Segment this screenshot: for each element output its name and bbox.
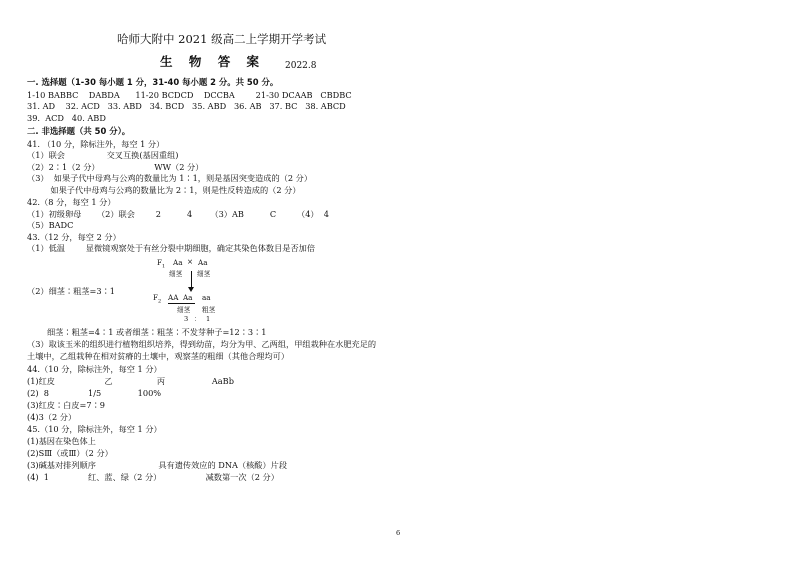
f2-label: $F_2$: [153, 293, 162, 305]
exam-date: 2022.8: [285, 61, 317, 71]
offspring-phenotype-2: 粗茎: [202, 306, 216, 314]
mc-answers-line-2: 31. AD 32. ACD 33. ABD 34. BCD 35. ABD 36. AB 37. BC 38. ABCD: [27, 101, 346, 111]
parent2-genotype: Aa: [198, 258, 208, 267]
answer-line: (4) 1 红、蓝、绿（2 分） 减数第一次（2 分）: [27, 472, 279, 482]
answer-line: 44.（10 分，除标注外，每空 1 分）: [27, 364, 162, 374]
mc-answers-line-1: 1-10 BABBC DABDA 11-20 BCDCD DCCBA 21-30 DCAAB CBDBC: [27, 90, 352, 100]
answer-line: 土壤中，乙组栽种在相对贫瘠的土壤中，观察茎的粗细（其他合理均可）: [27, 351, 290, 361]
answer-line: （3）取该玉米的组织进行植物组织培养，得到幼苗，均分为甲、乙两组，甲组栽种在水肥充足的: [27, 339, 377, 349]
answer-line: (2) 8 1/5 100%: [27, 388, 162, 398]
f1-label: $F_1$: [157, 258, 166, 270]
answer-line: 45.（10 分，除标注外，每空 1 分）: [27, 424, 162, 434]
answer-line: （5）BADC: [27, 220, 74, 230]
parent2-phenotype: 细茎: [197, 270, 211, 278]
answer-line: 42.（8 分，每空 1 分）: [27, 197, 116, 207]
answer-line: (3)红皮∶白皮=7∶9: [27, 400, 106, 410]
answer-line: （2）细茎∶粗茎=3∶1: [27, 286, 115, 296]
answer-line: （2）2∶1（2 分） WW（2 分）: [27, 162, 204, 172]
cross-arrow: [191, 271, 192, 288]
exam-title: 哈师大附中 2021 级高二上学期开学考试: [117, 32, 327, 46]
answer-subtitle: 生 物 答 案: [160, 54, 266, 69]
section1-heading: 一. 选择题（1-30 每小题 1 分，31-40 每小题 2 分。共 50 分。: [27, 77, 279, 87]
offspring-genotypes-1: AA Aa: [168, 293, 193, 302]
answer-line: （1）低温 显微镜观察处于有丝分裂中期细胞，确定其染色体数目是否加倍: [27, 243, 316, 253]
answer-line: 43.（12 分，每空 2 分）: [27, 232, 121, 242]
offspring-phenotype-1: 细茎: [177, 306, 191, 314]
answer-line: 细茎∶粗茎=4∶1 或者细茎∶粗茎∶不发芽种子=12∶3∶1: [47, 327, 267, 337]
page-number: 6: [396, 529, 401, 537]
parent1-genotype: Aa: [173, 258, 183, 267]
mc-answers-line-3: 39. ACD 40. ABD: [27, 113, 106, 123]
ratio-separator: ：: [194, 315, 201, 323]
answer-line: 41. （10 分，除标注外，每空 1 分）: [27, 139, 165, 149]
underline: [168, 303, 195, 304]
answer-line: (3)碱基对排列顺序 具有遗传效应的 DNA（核酸）片段: [27, 460, 288, 470]
ratio-value-1: 3: [184, 315, 189, 323]
ratio-value-2: 1: [206, 315, 211, 323]
section2-heading: 二. 非选择题（共 50 分）。: [27, 126, 131, 136]
parent1-phenotype: 细茎: [169, 270, 183, 278]
answer-line: 如果子代中母鸡与公鸡的数量比为 2∶1，则是性反转造成的（2 分）: [27, 185, 301, 195]
answer-line: （1）联会 交叉互换(基因重组): [27, 150, 179, 160]
answer-line: (4)3（2 分）: [27, 412, 77, 422]
answer-line: (1)红皮 乙 丙 AaBb: [27, 376, 234, 386]
arrow-head: [188, 287, 194, 292]
cross-symbol: ×: [187, 257, 194, 266]
answer-line: (2)SⅢ（或Ⅲ）（2 分）: [27, 448, 113, 458]
answer-line: （1）初级卵母 （2）联会 2 4 （3）AB C （4） 4: [27, 209, 330, 219]
answer-line: (1)基因在染色体上: [27, 436, 96, 446]
offspring-genotype-2: aa: [202, 293, 211, 302]
answer-line: （3） 如果子代中母鸡与公鸡的数量比为 1∶1，则是基因突变造成的（2 分）: [27, 173, 313, 183]
